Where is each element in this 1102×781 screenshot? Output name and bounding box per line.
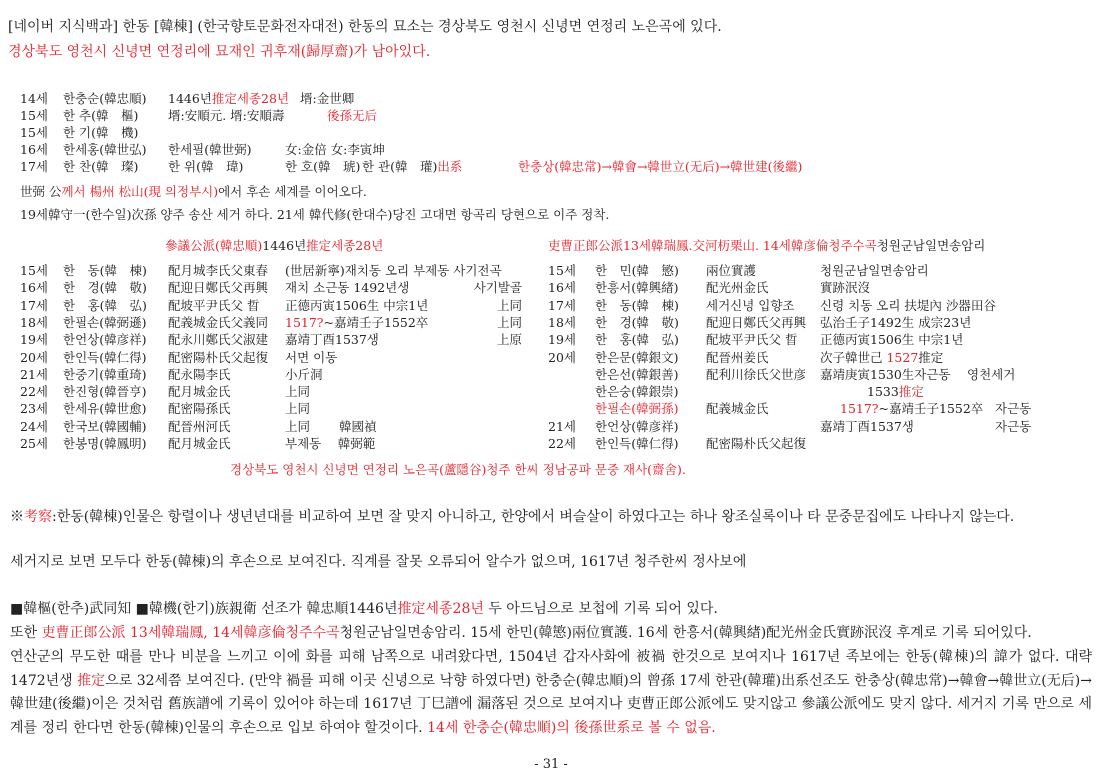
right-table-cell: 청원군남일면송암리: [820, 263, 929, 278]
body-paragraph: [10, 622, 1092, 646]
text-segment: 次子韓世己: [820, 349, 887, 365]
gen-cell: [168, 89, 289, 107]
left-table-cell: 配迎日鄭氏父再興: [168, 280, 269, 296]
right-table-cell: 17세: [548, 297, 576, 313]
left-table-cell: 한언상(韓彦祥): [63, 332, 147, 348]
text-segment: ■韓樞(한추)武同知 ■韓機(한기)族親衛 선조가 韓忠順1446년: [10, 601, 398, 617]
right-table-cell: 配義城金氏: [706, 401, 769, 417]
left-table-cell: 配密陽朴氏父起復: [168, 349, 269, 365]
right-table-cell: 18세: [548, 314, 576, 330]
left-table-cell: 16세: [20, 280, 48, 296]
text-segment: [네이버 지식백과] 한동 [韓棟] (한국향토문화전자대전) 한동의 묘소는 경상북도 영천시 신녕면 연정리 노은곡에 있다.: [8, 19, 722, 35]
left-table-cell: 上原: [496, 332, 522, 348]
right-table-cell: 한 경(韓 敬): [595, 314, 679, 330]
gen-cell: 한 호(韓 琥): [285, 159, 361, 174]
left-table-cell: 22세: [20, 384, 48, 400]
right-table-cell: [840, 399, 983, 417]
footer-caption: [230, 460, 686, 478]
body-paragraph: [10, 506, 1092, 530]
highlighted-text: 後孫无后: [327, 108, 378, 123]
left-table-cell: 23세: [20, 401, 48, 417]
right-table-cell: 한 민(韓 慜): [595, 263, 679, 278]
gen-cell: 17세: [20, 159, 48, 174]
right-table-cell: 한은문(韓銀文): [595, 349, 679, 365]
lineage-note: [20, 205, 609, 223]
right-table-cell: 한언상(韓彦祥): [595, 418, 679, 434]
text-segment: 연산군의 무도한 때를 만나 비분을 느끼고 이에 화를 피해 남쪽으로 내려왔다면, 1504년 갑자사화에 被禍 한것으로 보여지나 1617년 족보에는 한동(韓棟)의 諱가 없다. 대략1472년생: [10, 649, 1092, 689]
left-table-cell: 19세: [20, 332, 48, 348]
highlighted-text: 出系: [437, 159, 463, 174]
text-segment: ~嘉靖壬子1552卒: [878, 401, 984, 417]
text-segment: 한 관(韓 瓘): [362, 159, 438, 174]
intro-line: [8, 16, 722, 36]
gen-cell: 壻:金世卿: [300, 91, 355, 106]
right-table-cell: 21세: [548, 418, 576, 434]
highlighted-text: 推定세종28년: [306, 238, 384, 253]
text-segment: 19세韓守一(한수일)次孫 양주 송산 세거 하다. 21세 韓代修(한대수)당진 고대면 항곡리 당현으로 이주 정착.: [20, 207, 610, 222]
right-table-cell: 한인득(韓仁得): [595, 436, 679, 451]
right-table-cell: 신령 치동 오리 扶堤內 沙器田谷: [820, 297, 996, 313]
highlighted-text: 推定: [77, 672, 106, 689]
right-table-cell: 한흥서(韓興緖): [595, 280, 679, 296]
left-table-cell: 配義城金氏父義同: [168, 314, 269, 330]
highlighted-text: 께서 楊州 松山(現 의정부시): [61, 184, 219, 199]
right-table-cell: 15세: [548, 263, 576, 278]
text-segment: 世弼 公: [20, 184, 62, 199]
left-section-title: [165, 236, 383, 254]
left-table-cell: 한 동(韓 棟): [63, 263, 147, 278]
highlighted-text: 參議公派(韓忠順): [165, 238, 263, 253]
left-table-cell: 配永川鄭氏父淑建: [168, 332, 269, 348]
text-segment: 으로 32세쯤 보여진다. (만약 禍를 피해 이곳 신녕으로 낙향 하였다면) 한충순(韓忠順)의 曾孫 17세 한관(韓瓘)出系선조도 한충상(韓忠常)→韓會→韓世立(无后)→韓世建(後繼)이은 것처럼 舊族譜에 기록이 있어야 하는데 1617년 丁巳譜에 漏落된 것으로 보여지나 吏曹正郎公派에도 맞지않고 參議公派에도 맞지 않다. 세거지 기록 만으로 세계를 정리 한다면 한동(韓棟)인물의 후손으로 입보 하여야 할것이다.: [10, 672, 1093, 736]
right-table-cell: 配坡平尹氏父 晢: [706, 332, 798, 348]
right-table-cell: 한은선(韓銀善): [595, 366, 679, 382]
right-table-cell: 자근동: [995, 418, 1032, 434]
body-paragraph: [10, 598, 1092, 622]
highlighted-text: 1527: [886, 349, 919, 365]
highlighted-text: 吏曹正郎公派13세韓瑞鳳.交河杤栗山. 14세韓彦倫청주수곡: [548, 238, 877, 253]
text-segment: 청원군남일면송암리. 15세 한민(韓慜)兩位實護. 16세 한흥서(韓興緖)配光州金氏實跡泯沒 후계로 기록 되어있다.: [339, 625, 1032, 641]
gen-cell: 16세: [20, 142, 48, 157]
highlighted-text: 경상북도 영천시 신녕면 연정리 노은곡(蘆隱谷)청주 한씨 정남공파 문중 재사(齋舍).: [230, 462, 686, 477]
left-table-cell: 한 홍(韓 弘): [63, 297, 147, 313]
gen-cell: 壻:安順元. 壻:安順壽: [168, 108, 285, 123]
right-table-cell: 19세: [548, 332, 576, 348]
text-segment: 청원군남일면송암리: [876, 238, 986, 253]
left-table-cell: 한 경(韓 敬): [63, 280, 147, 296]
intro-highlight-line: [8, 41, 430, 61]
gen-cell: [362, 157, 462, 175]
right-table-cell: 配光州金氏: [706, 280, 769, 296]
left-table-cell: 上同: [285, 384, 311, 400]
right-table-cell: 한은숭(韓銀崇): [595, 384, 679, 400]
left-table-cell: 配月城金氏: [168, 436, 231, 451]
right-table-cell: 正德丙寅1506生 中宗1년: [820, 332, 964, 348]
right-table-cell: 嘉靖庚寅1530生자근동 영천세거: [820, 366, 1016, 382]
left-table-cell: 配永陽李氏: [168, 366, 231, 382]
left-table-cell: 上同 韓國禎: [285, 418, 377, 434]
right-table-cell: 弘治壬子1492生 成宗23년: [820, 314, 972, 330]
text-segment: ※: [10, 509, 24, 525]
highlighted-text: 1517?: [285, 314, 324, 330]
right-table-cell: 한 홍(韓 弘): [595, 332, 679, 348]
left-table-cell: 配晉州河氏: [168, 418, 231, 434]
right-table-cell: [867, 382, 924, 400]
body-paragraph: [10, 551, 1092, 575]
gen-cell: 한 위(韓 瑋): [168, 159, 244, 174]
right-table-cell: 20세: [548, 349, 576, 365]
gen-cell: 한세홍(韓世弘): [63, 142, 147, 157]
right-table-cell: 자근동: [995, 401, 1032, 417]
left-table-cell: 사기발골: [473, 280, 522, 296]
left-table-cell: 嘉靖丁酉1537생: [285, 332, 379, 348]
text-segment: 1446년: [262, 238, 307, 253]
text-segment: 推定: [918, 349, 944, 365]
left-table-cell: 小斤洞: [285, 366, 323, 382]
right-table-cell: [595, 399, 678, 417]
right-table-cell: 配利川徐氏父世彦: [706, 366, 807, 382]
right-table-cell: 嘉靖丁酉1537생: [820, 418, 914, 434]
right-table-cell: 兩位實護: [706, 263, 757, 278]
right-table-cell: 實跡泯沒: [820, 280, 871, 296]
gen-cell: 한충순(韓忠順): [63, 91, 147, 106]
left-table-cell: 配月城李氏父東春: [168, 263, 269, 278]
highlighted-text: 한충상(韓忠常)→韓會→韓世立(无后)→韓世建(後繼): [518, 159, 803, 174]
highlighted-text: 考察: [24, 509, 52, 525]
gen-cell: 한 기(韓 機): [63, 125, 139, 140]
left-table-cell: 20세: [20, 349, 48, 365]
gen-cell: 한 추(韓 樞): [63, 108, 139, 123]
text-segment: 두 아드님으로 보첩에 기록 되어 있다.: [483, 601, 718, 617]
left-table-cell: 配密陽孫氏: [168, 401, 231, 417]
highlighted-text: 推定: [898, 384, 924, 400]
text-segment: 1533: [867, 384, 899, 400]
left-table-cell: 재치 소근동 1492년생: [285, 280, 410, 296]
body-paragraph: [10, 646, 1092, 740]
text-segment: 에서 후손 세계를 이어오다.: [218, 184, 367, 199]
right-table-cell: 한 동(韓 棟): [595, 297, 679, 313]
gen-cell: 한 찬(韓 璨): [63, 159, 139, 174]
left-table-cell: (世居新寧)재치동 오리 부제동 사기전곡: [285, 263, 502, 278]
right-table-cell: [820, 348, 943, 366]
text-segment: 1446년: [168, 91, 212, 106]
left-table-cell: 上同: [496, 314, 522, 330]
gen-cell: 女:金倍 女:李寅坤: [285, 142, 385, 157]
left-table-cell: 25세: [20, 436, 48, 451]
left-table-cell: 한봉명(韓鳳明): [63, 436, 147, 451]
page-number: - 31 -: [534, 757, 568, 772]
highlighted-text: 한필손(韓弼孫): [595, 401, 679, 417]
right-table-cell: 세거신녕 입향조: [706, 297, 795, 313]
right-table-cell: 22세: [548, 436, 576, 451]
lineage-note: [20, 182, 367, 200]
right-table-cell: 配迎日鄭氏父再興: [706, 314, 807, 330]
left-table-cell: 17세: [20, 297, 48, 313]
highlighted-text: 推定세종28년: [397, 601, 484, 617]
left-table-cell: 上同: [496, 297, 522, 313]
right-table-cell: 16세: [548, 280, 576, 296]
highlighted-text: 경상북도 영천시 신녕면 연정리에 묘재인 귀후재(歸厚齋)가 남아있다.: [8, 44, 431, 60]
left-table-cell: 18세: [20, 314, 48, 330]
highlighted-text: 1517?: [840, 401, 879, 417]
left-table-cell: 한중기(韓重琦): [63, 366, 147, 382]
left-table-cell: 15세: [20, 263, 48, 278]
text-segment: :한동(韓棟)인물은 항렬이나 생년년대를 비교하여 보면 잘 맞지 아니하고, 한양에서 벼슬살이 하였다고는 하나 왕조실록이나 타 문중문집에도 나타나지 않는다.: [52, 509, 1015, 525]
highlighted-text: 14세 한충순(韓忠順)의 後孫世系로 볼 수 없음.: [427, 719, 716, 736]
left-table-cell: 配坡平尹氏父 晢: [168, 297, 260, 313]
left-table-cell: 한인득(韓仁得): [63, 349, 147, 365]
gen-cell: 14세: [20, 91, 48, 106]
highlighted-text: 吏曹正郎公派 13세韓瑞鳳, 14세韓彦倫청주수곡: [41, 625, 340, 641]
text-segment: 세거지로 보면 모두다 한동(韓棟)의 후손으로 보여진다. 직계를 잘못 오류되어 알수가 없으며, 1617년 청주한씨 정사보에: [10, 554, 747, 570]
left-table-cell: [285, 313, 428, 331]
left-table-cell: 부제동 韓弼範: [285, 436, 376, 451]
left-table-cell: 21세: [20, 366, 48, 382]
text-segment: ~嘉靖壬子1552卒: [323, 314, 429, 330]
right-section-title: [548, 236, 985, 254]
gen-cell: 15세: [20, 125, 48, 140]
left-table-cell: 한세유(韓世愈): [63, 401, 147, 417]
left-table-cell: 한국보(韓國輔): [63, 418, 147, 434]
left-table-cell: 上同: [285, 401, 311, 417]
right-table-cell: 配晉州姜氏: [706, 349, 769, 365]
text-segment: 또한: [10, 625, 42, 641]
left-table-cell: 配月城金氏: [168, 384, 231, 400]
highlighted-text: 推定세종28년: [211, 91, 290, 106]
gen-cell: 15세: [20, 108, 48, 123]
gen-cell: [518, 157, 802, 175]
gen-cell: [327, 106, 377, 124]
left-table-cell: 한필손(韓弼遜): [63, 314, 147, 330]
left-table-cell: 한진형(韓晉亨): [63, 384, 147, 400]
left-table-cell: 서면 이동: [285, 349, 338, 365]
left-table-cell: 24세: [20, 418, 48, 434]
gen-cell: 한세필(韓世弼): [168, 142, 252, 157]
right-table-cell: 配密陽朴氏父起復: [706, 436, 807, 451]
left-table-cell: 正德丙寅1506生 中宗1년: [285, 297, 429, 313]
